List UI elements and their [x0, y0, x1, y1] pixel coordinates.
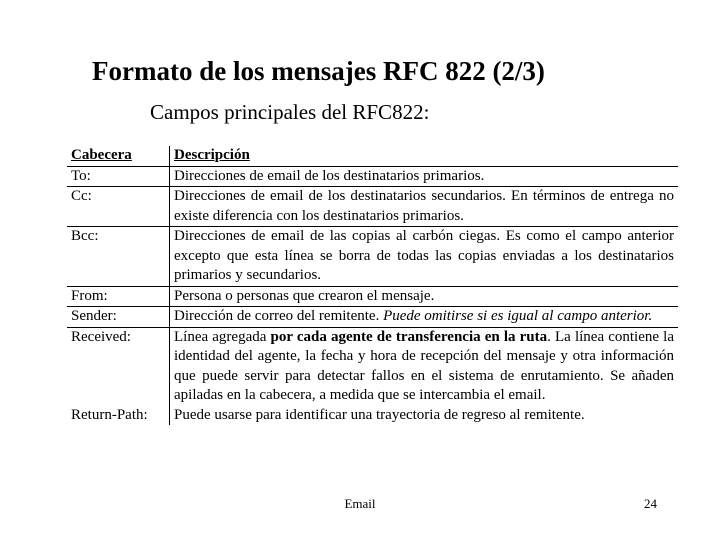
field-description: Puede usarse para identificar una trayectoria de regreso al remitente. [174, 406, 585, 423]
field-description: Direcciones de email de los destinatarios primarios. [170, 166, 679, 187]
field-description: Persona o personas que crearon el mensaje. [170, 286, 679, 307]
field-description: Direcciones de email de los destinatarios secundarios. En términos de entrega no existe diferencia con los destinatarios primarios. [170, 187, 679, 227]
field-name: Return-Path: [67, 406, 170, 426]
table-row [67, 227, 678, 287]
field-description: Direcciones de email de las copias al carbón ciegas. Es como el campo anterior excepto que esta línea se borra de todas las copias enviadas a los destinatarios primarios y secundarios. [170, 227, 679, 287]
description-text: Dirección de correo del remitente. [174, 308, 380, 324]
table-row [67, 187, 678, 227]
table-row [67, 406, 678, 426]
column-header-cabecera: Cabecera [67, 146, 170, 166]
rfc822-fields-table [67, 146, 678, 425]
table-header-row [67, 146, 678, 166]
table-row [67, 286, 678, 307]
table-row [67, 166, 678, 187]
table-row [67, 307, 678, 328]
field-name: Cc: [67, 187, 170, 227]
field-name: Bcc: [67, 227, 170, 287]
table-row [67, 327, 678, 406]
field-description [170, 307, 679, 328]
field-description [170, 327, 679, 406]
page-number: 24 [644, 496, 657, 511]
footer-label: Email [344, 496, 376, 511]
field-name: Received: [67, 327, 170, 406]
field-name: From: [67, 286, 170, 307]
slide-subtitle: Campos principales del RFC822: [150, 100, 430, 124]
description-text-continued: . La línea contiene la identidad del agente, la fecha y hora de recepción del mensaje y otra información que puede servir para detectar fallos en el sistema de enrutamiento. Se añaden apiladas en la cabecera, a medida que se intercambia el email. [174, 328, 674, 403]
field-name: Sender: [67, 307, 170, 328]
description-italic-note: Puede omitirse si es igual al campo anterior. [383, 308, 653, 324]
description-bold-text: por cada agente de transferencia en la ruta [270, 328, 548, 345]
field-name: To: [67, 166, 170, 187]
column-header-descripcion: Descripción [170, 146, 679, 166]
description-text: Línea agregada [174, 328, 267, 345]
slide-title: Formato de los mensajes RFC 822 (2/3) [92, 56, 545, 86]
